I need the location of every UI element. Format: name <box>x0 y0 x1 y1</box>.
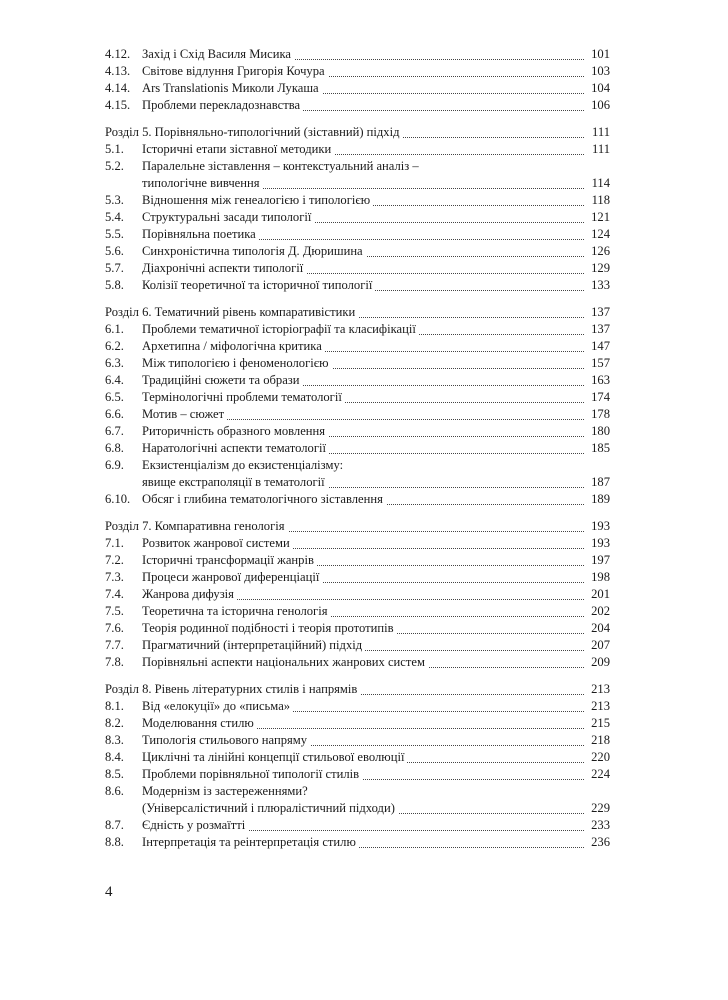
toc-entry-number: 4.12. <box>105 47 131 61</box>
toc-leader-line <box>142 654 584 671</box>
toc-leader-line <box>142 277 584 294</box>
toc-page-number: 193 <box>591 519 610 533</box>
toc-page-number: 233 <box>591 818 610 832</box>
toc-entry <box>105 834 610 851</box>
toc-entry-title: Діахронічні аспекти типології <box>142 261 306 275</box>
toc-entry <box>105 209 610 226</box>
toc-entry <box>105 243 610 260</box>
toc-page-number: 121 <box>591 210 610 224</box>
toc-entry <box>105 80 610 97</box>
toc-entry-title: Порівняльні аспекти національних жанрових систем <box>142 655 428 669</box>
toc-entry-number: 4.14. <box>105 81 131 95</box>
toc-entry-title: Теорія родинної подібності і теорія прототипів <box>142 621 397 635</box>
toc-entry-number: 7.7. <box>105 638 124 652</box>
toc-entry-title: явище екстраполяції в тематології <box>142 475 328 489</box>
toc-page-number: 209 <box>591 655 610 669</box>
toc-entry-number: 7.5. <box>105 604 124 618</box>
toc-entry <box>105 423 610 440</box>
toc-leader-line <box>142 192 584 209</box>
toc-entry-title: Екзистенціалізм до екзистенціалізму: <box>142 458 346 472</box>
toc-entry-number: 6.5. <box>105 390 124 404</box>
toc-page-number: 218 <box>591 733 610 747</box>
toc-entry-title: Циклічні та лінійні концепції стильової еволюції <box>142 750 407 764</box>
toc-entry-title: Захід і Схід Василя Мисика <box>142 47 294 61</box>
toc-entry-number: 5.7. <box>105 261 124 275</box>
toc-leader-line <box>142 732 584 749</box>
toc-entry <box>105 260 610 277</box>
toc-entry-title: Прагматичний (інтерпретаційний) підхід <box>142 638 365 652</box>
toc-leader-line <box>142 715 584 732</box>
toc-leader-line <box>142 141 584 158</box>
toc-entry-number: 8.2. <box>105 716 124 730</box>
toc-entry-number: 8.8. <box>105 835 124 849</box>
toc-entry-number: 8.6. <box>105 784 124 798</box>
toc-entry-number: 5.4. <box>105 210 124 224</box>
toc-page-number: 147 <box>591 339 610 353</box>
toc-entry-title: Структуральні засади типології <box>142 210 314 224</box>
toc-entry-title: Історичні трансформації жанрів <box>142 553 317 567</box>
toc-entry-title: Синхроністична типологія Д. Дюришина <box>142 244 366 258</box>
toc-page-number: 124 <box>591 227 610 241</box>
toc-page-number: 180 <box>591 424 610 438</box>
toc-entry-title: Традиційні сюжети та образи <box>142 373 303 387</box>
toc-entry-title: Розвиток жанрової системи <box>142 536 293 550</box>
toc-entry-title: Проблеми порівняльної типології стилів <box>142 767 362 781</box>
toc-entry-title: Жанрова дифузія <box>142 587 237 601</box>
toc-entry-title: Типологія стильового напряму <box>142 733 310 747</box>
toc-page-number: 137 <box>591 322 610 336</box>
toc-page-number: 106 <box>591 98 610 112</box>
toc-entry <box>105 620 610 637</box>
toc-entry-title: Риторичність образного мовлення <box>142 424 328 438</box>
toc-entry-title: Порівняльна поетика <box>142 227 259 241</box>
toc-entry-title: Світове відлуння Григорія Кочура <box>142 64 328 78</box>
toc-entry <box>105 637 610 654</box>
toc-entry <box>105 97 610 114</box>
toc-entry <box>105 817 610 834</box>
toc-entry-number: 8.7. <box>105 818 124 832</box>
toc-entry <box>105 158 610 175</box>
toc-leader-line <box>142 209 584 226</box>
toc-entry <box>105 474 610 491</box>
toc-leader-line <box>142 389 584 406</box>
toc-entry <box>105 175 610 192</box>
toc-leader-line <box>142 321 584 338</box>
toc-entry-title: Колізії теоретичної та історичної типології <box>142 278 375 292</box>
toc-entry-title: Модернізм із застереженнями? <box>142 784 311 798</box>
toc-page-number: 201 <box>591 587 610 601</box>
toc-entry <box>105 355 610 372</box>
toc-entry-number: 8.5. <box>105 767 124 781</box>
toc-leader-line <box>105 124 584 141</box>
toc-entry <box>105 372 610 389</box>
toc-entry-number: 6.9. <box>105 458 124 472</box>
toc-entry <box>105 226 610 243</box>
toc-entry-number: 5.1. <box>105 142 124 156</box>
toc-entry-title: Від «елокуції» до «письма» <box>142 699 293 713</box>
toc-leader-line <box>142 535 584 552</box>
toc-page-number: 236 <box>591 835 610 849</box>
toc-page-number: 137 <box>591 305 610 319</box>
toc-chapter-title: Розділ 6. Тематичний рівень компаративістики <box>105 305 358 319</box>
toc-leader-line <box>105 304 584 321</box>
toc-entry-title: Паралельне зіставлення – контекстуальний аналіз – <box>142 159 422 173</box>
toc-entry-title: Відношення між генеалогією і типологією <box>142 193 373 207</box>
toc-leader-line <box>142 63 584 80</box>
toc-leader-line <box>142 817 584 834</box>
toc-entry-title: Між типологією і феноменологією <box>142 356 332 370</box>
toc-entry <box>105 800 610 817</box>
section-spacer <box>105 294 610 304</box>
toc-chapter-title: Розділ 5. Порівняльно-типологічний (зіставний) підхід <box>105 125 403 139</box>
toc-leader-line <box>142 355 584 372</box>
table-of-contents <box>105 46 610 851</box>
toc-entry-title: Ars Translationis Миколи Лукаша <box>142 81 322 95</box>
toc-entry-title: Проблеми перекладознавства <box>142 98 303 112</box>
toc-page-number: 111 <box>592 125 610 139</box>
toc-leader-line <box>142 834 584 851</box>
toc-page-number: 202 <box>591 604 610 618</box>
toc-entry-number: 7.3. <box>105 570 124 584</box>
toc-page-number: 103 <box>591 64 610 78</box>
toc-entry-title: Теоретична та історична генологія <box>142 604 331 618</box>
toc-entry-number: 4.15. <box>105 98 131 112</box>
toc-entry <box>105 749 610 766</box>
toc-chapter-heading <box>105 518 610 535</box>
toc-entry-title: Наратологічні аспекти тематології <box>142 441 329 455</box>
toc-chapter-heading <box>105 124 610 141</box>
toc-page-number: 133 <box>591 278 610 292</box>
toc-leader-line <box>142 800 584 817</box>
toc-entry-number: 8.1. <box>105 699 124 713</box>
toc-page-number: 129 <box>591 261 610 275</box>
toc-entry-title: Процеси жанрової диференціації <box>142 570 322 584</box>
toc-entry-title: Історичні етапи зіставної методики <box>142 142 334 156</box>
toc-leader-line <box>142 97 584 114</box>
toc-entry-number: 7.1. <box>105 536 124 550</box>
section-spacer <box>105 671 610 681</box>
toc-page-number: 157 <box>591 356 610 370</box>
toc-page-number: 104 <box>591 81 610 95</box>
toc-entry <box>105 440 610 457</box>
toc-entry-number: 6.2. <box>105 339 124 353</box>
toc-leader-line <box>142 749 584 766</box>
toc-page-number: 215 <box>591 716 610 730</box>
toc-page-number: 213 <box>591 682 610 696</box>
toc-entry <box>105 192 610 209</box>
toc-page-number: 229 <box>591 801 610 815</box>
toc-leader-line <box>142 620 584 637</box>
toc-leader-line <box>142 698 584 715</box>
toc-page-number: 187 <box>591 475 610 489</box>
toc-leader-line <box>142 586 584 603</box>
toc-entry-number: 6.6. <box>105 407 124 421</box>
toc-page-number: 111 <box>592 142 610 156</box>
toc-leader-line <box>142 491 584 508</box>
toc-entry-title: Обсяг і глибина тематологічного зіставлення <box>142 492 386 506</box>
toc-leader-line <box>142 783 584 800</box>
toc-page-number: 114 <box>591 176 610 190</box>
toc-entry-number: 7.2. <box>105 553 124 567</box>
toc-entry <box>105 277 610 294</box>
toc-entry-number: 5.8. <box>105 278 124 292</box>
toc-leader-line <box>142 175 584 192</box>
toc-entry <box>105 141 610 158</box>
toc-leader-line <box>142 766 584 783</box>
toc-entry-number: 5.2. <box>105 159 124 173</box>
toc-entry-title: Єдність у розмаїтті <box>142 818 248 832</box>
toc-page-number: 174 <box>591 390 610 404</box>
toc-page-number: 224 <box>591 767 610 781</box>
toc-entry-title: Архетипна / міфологічна критика <box>142 339 325 353</box>
toc-entry-number: 6.8. <box>105 441 124 455</box>
toc-page-number: 220 <box>591 750 610 764</box>
toc-chapter-heading <box>105 681 610 698</box>
toc-page-number: 193 <box>591 536 610 550</box>
toc-entry-number: 5.3. <box>105 193 124 207</box>
toc-entry-number: 5.5. <box>105 227 124 241</box>
page-number: 4 <box>105 884 113 900</box>
section-spacer <box>105 114 610 124</box>
toc-entry <box>105 569 610 586</box>
toc-entry-number: 6.3. <box>105 356 124 370</box>
toc-page-number: 118 <box>591 193 610 207</box>
toc-entry <box>105 654 610 671</box>
toc-entry-title: типологічне вивчення <box>142 176 263 190</box>
toc-leader-line <box>142 372 584 389</box>
toc-leader-line <box>142 603 584 620</box>
toc-entry-title: Моделювання стилю <box>142 716 257 730</box>
toc-chapter-title: Розділ 8. Рівень літературних стилів і напрямів <box>105 682 360 696</box>
toc-entry-title: Термінологічні проблеми тематології <box>142 390 345 404</box>
toc-leader-line <box>142 423 584 440</box>
toc-entry-number: 6.4. <box>105 373 124 387</box>
toc-entry-number: 8.3. <box>105 733 124 747</box>
toc-page-number: 185 <box>591 441 610 455</box>
toc-entry-number: 6.7. <box>105 424 124 438</box>
toc-leader-line <box>142 158 584 175</box>
toc-entry-number: 4.13. <box>105 64 131 78</box>
toc-entry <box>105 715 610 732</box>
toc-entry-number: 7.6. <box>105 621 124 635</box>
toc-entry-number: 5.6. <box>105 244 124 258</box>
toc-page-number: 163 <box>591 373 610 387</box>
toc-leader-line <box>105 518 584 535</box>
toc-entry <box>105 586 610 603</box>
toc-entry <box>105 552 610 569</box>
toc-page-number: 197 <box>591 553 610 567</box>
toc-page-number: 207 <box>591 638 610 652</box>
toc-leader-line <box>142 260 584 277</box>
toc-leader-line <box>142 406 584 423</box>
toc-leader-line <box>105 681 584 698</box>
toc-leader-line <box>142 457 584 474</box>
toc-entry <box>105 406 610 423</box>
toc-entry <box>105 338 610 355</box>
toc-page-number: 213 <box>591 699 610 713</box>
toc-page-number: 189 <box>591 492 610 506</box>
toc-page-number: 101 <box>591 47 610 61</box>
toc-entry <box>105 491 610 508</box>
toc-entry <box>105 766 610 783</box>
toc-entry-number: 7.4. <box>105 587 124 601</box>
toc-entry <box>105 63 610 80</box>
toc-leader-line <box>142 637 584 654</box>
toc-page-number: 204 <box>591 621 610 635</box>
toc-leader-line <box>142 474 584 491</box>
toc-entry-title: Інтерпретація та реінтерпретація стилю <box>142 835 359 849</box>
toc-leader-line <box>142 338 584 355</box>
toc-chapter-heading <box>105 304 610 321</box>
toc-leader-line <box>142 569 584 586</box>
toc-leader-line <box>142 243 584 260</box>
toc-entry-number: 7.8. <box>105 655 124 669</box>
toc-leader-line <box>142 226 584 243</box>
toc-leader-line <box>142 46 584 63</box>
toc-entry-number: 8.4. <box>105 750 124 764</box>
toc-entry <box>105 698 610 715</box>
section-spacer <box>105 508 610 518</box>
toc-entry <box>105 389 610 406</box>
toc-entry <box>105 321 610 338</box>
toc-leader-line <box>142 80 584 97</box>
toc-page-number: 178 <box>591 407 610 421</box>
toc-page-number: 126 <box>591 244 610 258</box>
toc-entry <box>105 457 610 474</box>
toc-entry <box>105 732 610 749</box>
toc-entry-number: 6.1. <box>105 322 124 336</box>
toc-entry <box>105 603 610 620</box>
toc-entry <box>105 535 610 552</box>
toc-entry-title: (Універсалістичний і плюралістичний підходи) <box>142 801 398 815</box>
toc-leader-line <box>142 440 584 457</box>
toc-entry-title: Мотив – сюжет <box>142 407 227 421</box>
toc-chapter-title: Розділ 7. Компаративна генологія <box>105 519 288 533</box>
toc-entry <box>105 783 610 800</box>
toc-page-number: 198 <box>591 570 610 584</box>
toc-entry-number: 6.10. <box>105 492 131 506</box>
toc-entry-title: Проблеми тематичної історіографії та класифікації <box>142 322 419 336</box>
toc-entry <box>105 46 610 63</box>
toc-leader-line <box>142 552 584 569</box>
